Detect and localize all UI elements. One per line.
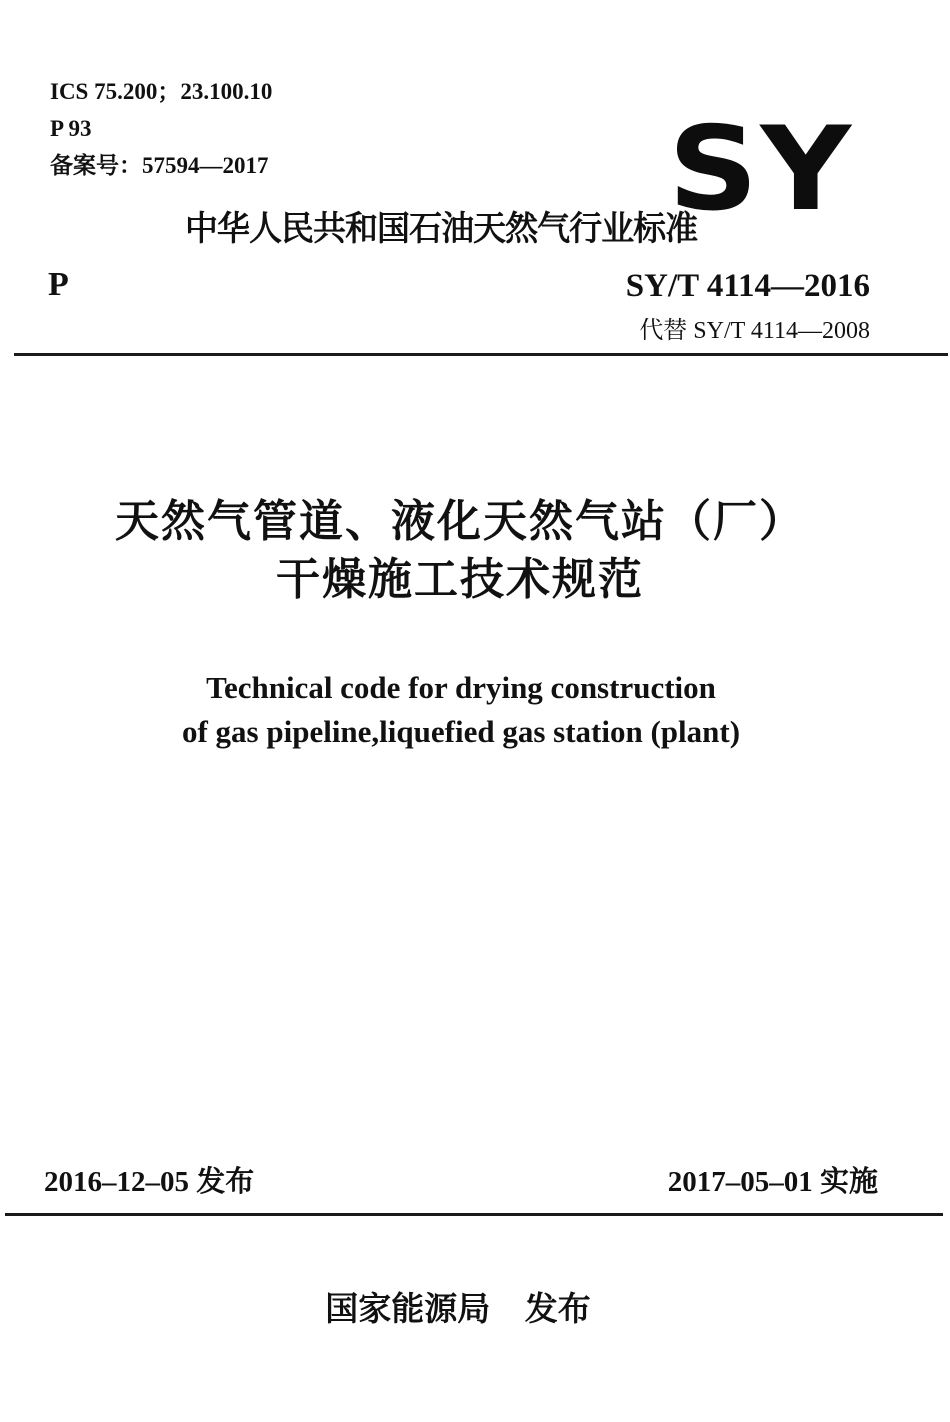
english-title-line-1: Technical code for drying construction [206, 670, 716, 705]
record-number: 备案号：57594—2017 [50, 153, 269, 178]
category-code: P [48, 266, 69, 303]
publisher: 国家能源局 发布 [325, 1289, 591, 1328]
english-title-line-2: of gas pipeline,liquefied gas station (plant) [181, 714, 741, 749]
ccs-code: P 93 [50, 116, 92, 141]
chinese-title-line-1: 天然气管道、液化天然气站（厂） [115, 496, 805, 547]
top-divider [14, 353, 948, 356]
sy-logo: SY [668, 102, 854, 237]
ics-code: ICS 75.200；23.100.10 [50, 79, 273, 104]
issue-date: 2016–12–05 发布 [44, 1166, 255, 1198]
replaces-standard: 代替 SY/T 4114—2008 [639, 318, 870, 344]
bottom-divider [5, 1213, 943, 1216]
industry-standard-title: 中华人民共和国石油天然气行业标准 [185, 209, 698, 249]
implementation-date: 2017–05–01 实施 [667, 1166, 878, 1198]
standard-number: SY/T 4114—2016 [625, 268, 870, 304]
chinese-title-line-2: 干燥施工技术规范 [276, 554, 644, 605]
